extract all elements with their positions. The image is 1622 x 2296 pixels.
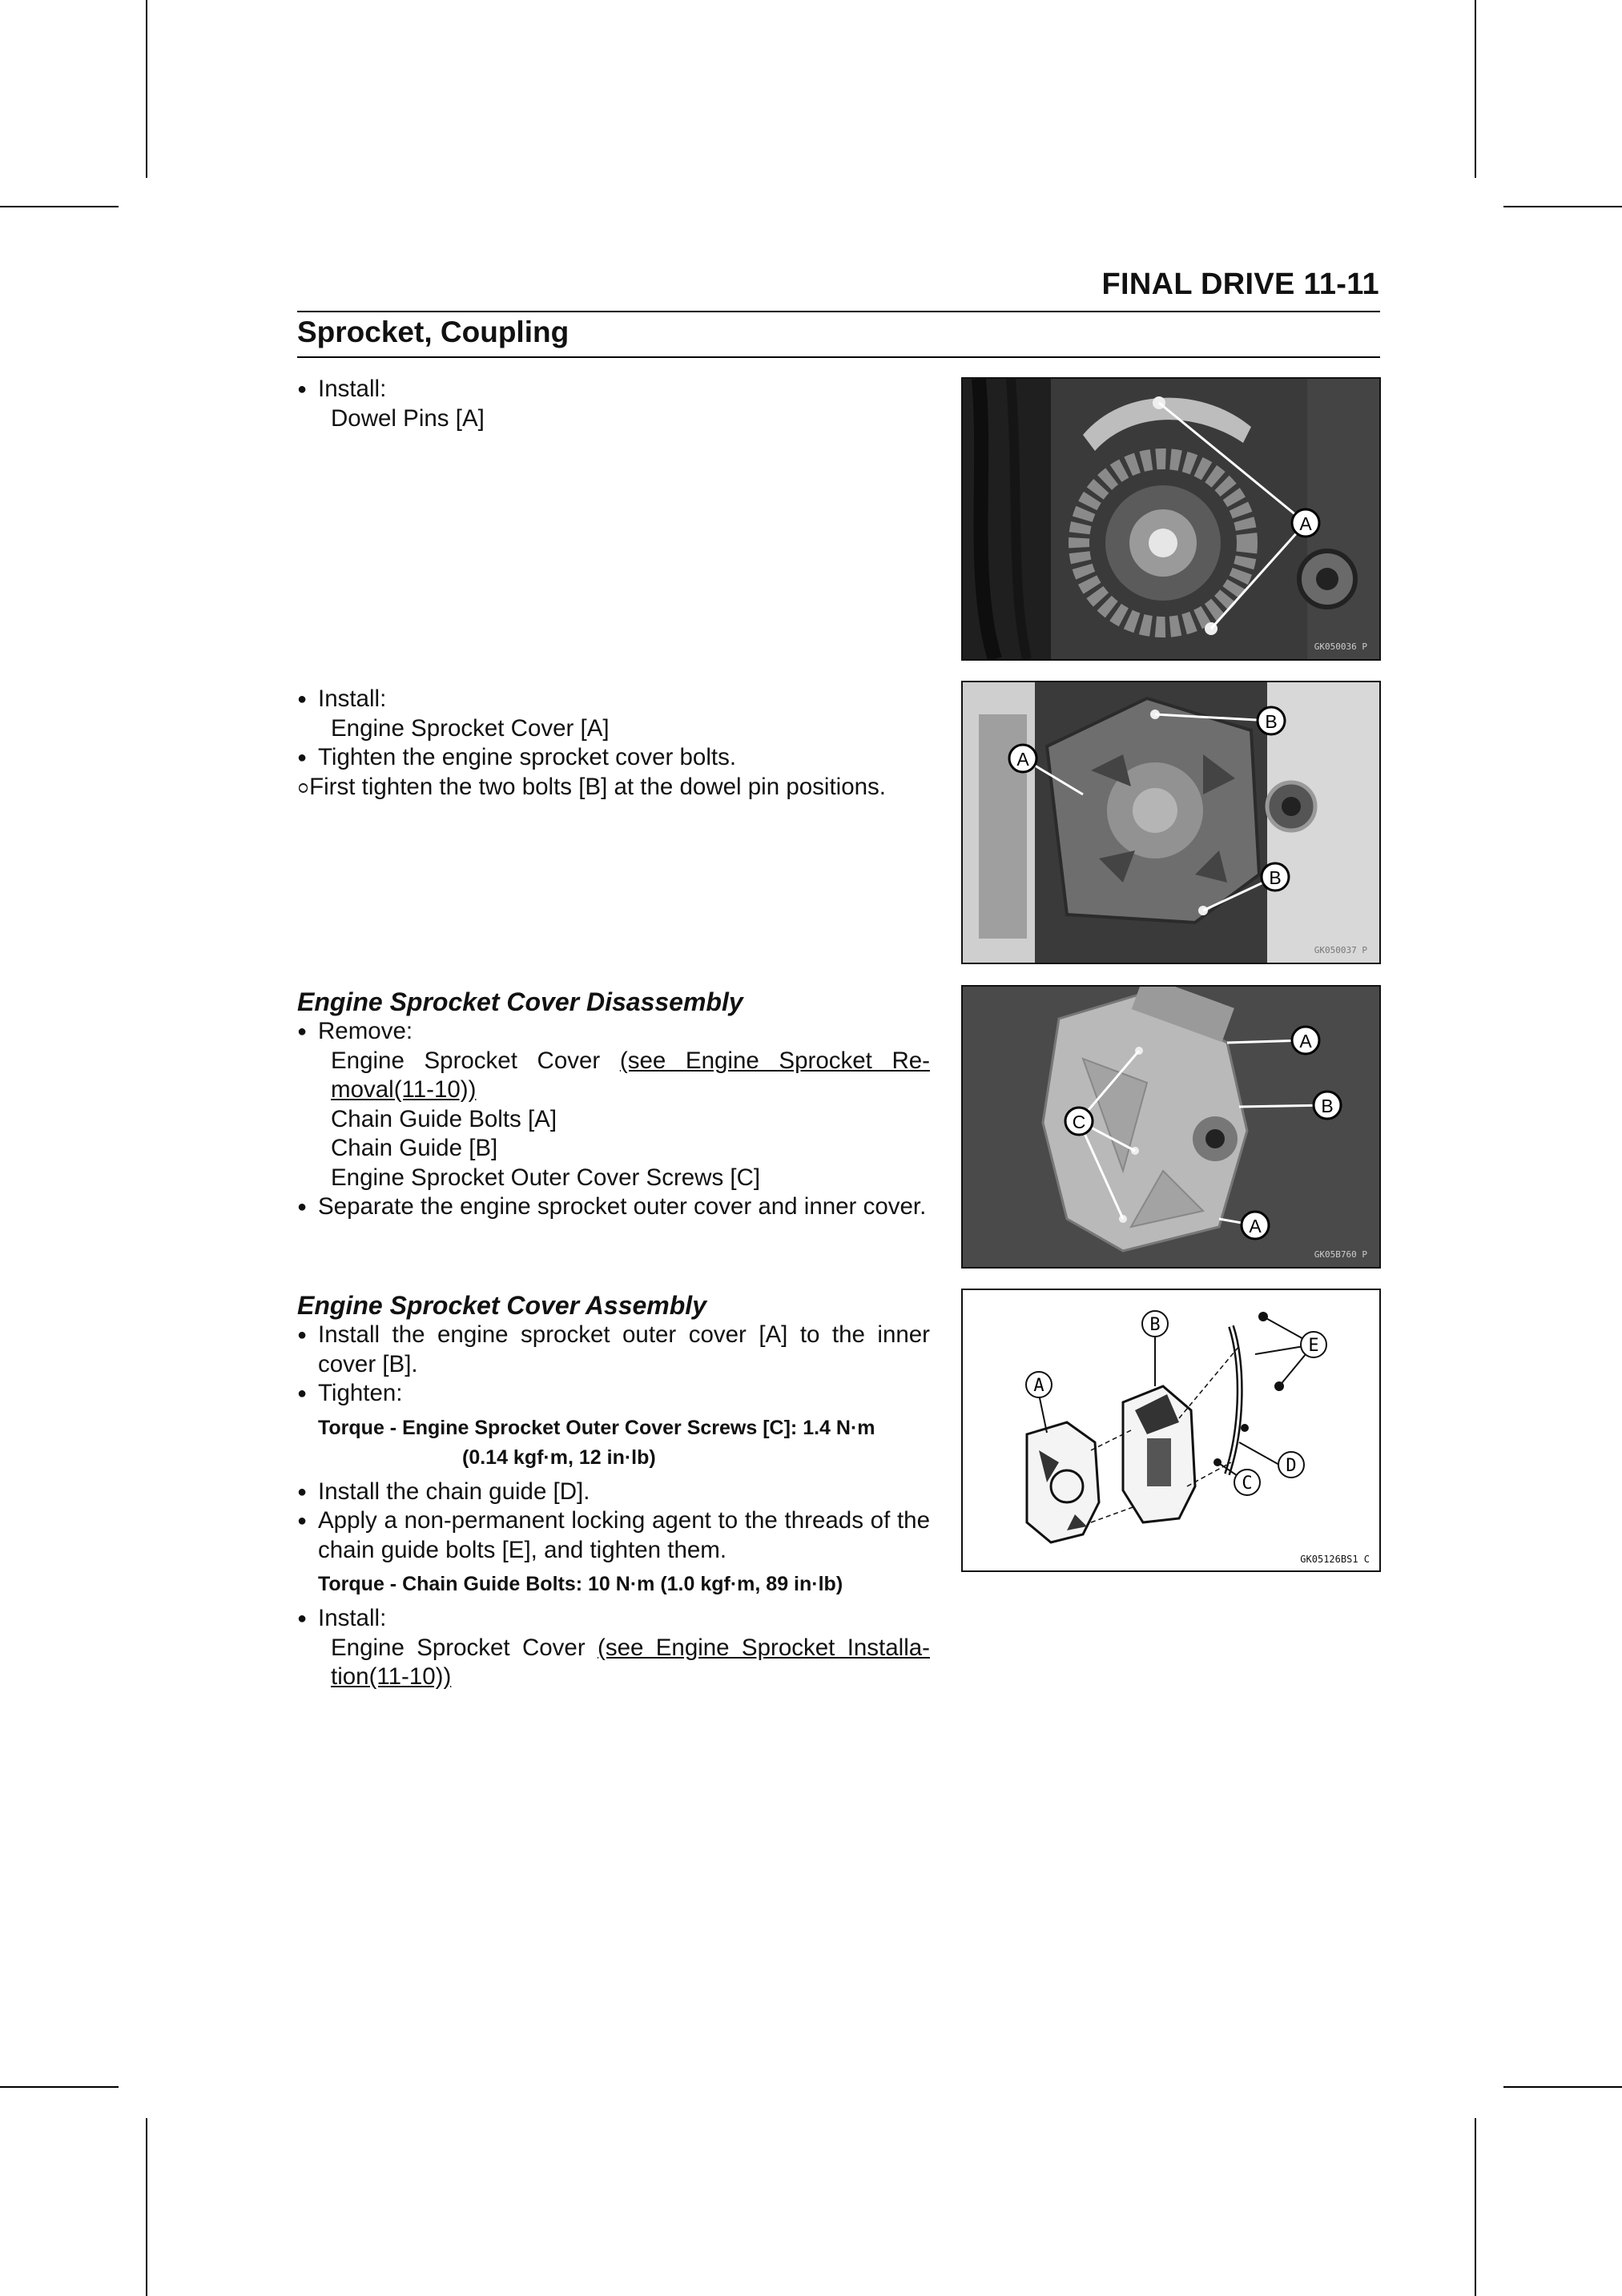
crop-mark <box>1475 0 1476 178</box>
bullet-item: ● Remove: <box>297 1017 930 1047</box>
item-text: Dowel Pins [A] <box>331 404 485 432</box>
item-text-part: Engine Sprocket Cover <box>331 1634 598 1661</box>
bullet-item: ● Apply a non-permanent locking agent to the threads of the chain guide bolts [E], and tighten them. <box>297 1506 930 1565</box>
item-text: Chain Guide Bolts [A] <box>331 1105 557 1132</box>
block-sprocket-cover-install <box>297 685 930 802</box>
item-text: Engine Sprocket Outer Cover Screws [C] <box>331 1164 761 1191</box>
callout-label: B <box>1269 867 1282 888</box>
callout-label: A <box>1249 1216 1262 1236</box>
block-assembly <box>297 1290 930 1692</box>
line-drawing <box>963 1290 1379 1570</box>
callout-label: A <box>1016 749 1029 770</box>
item-text: Chain Guide [B] <box>331 1135 498 1161</box>
crop-mark <box>0 2086 119 2088</box>
callout-label: B <box>1321 1096 1334 1116</box>
torque-spec: Torque - Chain Guide Bolts: 10 N·m (1.0 kgf·m, 89 in·lb) <box>318 1573 843 1595</box>
header-rule <box>297 311 1380 312</box>
callout-label: C <box>1072 1112 1086 1132</box>
torque-line: Torque - Engine Sprocket Outer Cover Screws [C]: 1.4 N·m <box>318 1416 875 1439</box>
item-text-part: Engine Sprocket Cover <box>331 1047 620 1074</box>
callout-label: A <box>1299 1031 1312 1051</box>
callout-label: B <box>1149 1315 1161 1335</box>
item-text <box>297 1634 930 1692</box>
sub-bullet-icon: ○ <box>297 776 310 799</box>
crop-mark <box>146 2118 147 2296</box>
crop-mark <box>0 206 119 207</box>
photo-dowel-pins <box>961 377 1381 661</box>
torque-line: (0.14 kgf·m, 12 in·lb) <box>462 1446 656 1469</box>
subsection-heading: Engine Sprocket Cover Assembly <box>297 1291 706 1320</box>
figure-code: GK05126BS1 C <box>1300 1554 1370 1565</box>
torque-spec <box>297 1413 930 1473</box>
item-text: Engine Sprocket Cover [A] <box>331 714 610 742</box>
sub-item <box>297 773 930 803</box>
bullet-item: ● Separate the engine sprocket outer cover and inner cover. <box>297 1192 930 1222</box>
figure-code: GK050036 P <box>1314 641 1367 652</box>
callout-label: A <box>1299 513 1312 534</box>
subsection-heading: Engine Sprocket Cover Disassembly <box>297 987 743 1016</box>
cross-reference-link[interactable]: (see Engine Sprocket Installa-tion(11-10)) <box>331 1634 930 1690</box>
cross-reference-link[interactable]: (see Engine Sprocket Re-moval(11-10)) <box>331 1047 930 1103</box>
photo-sprocket-cover <box>961 681 1381 964</box>
item-text <box>297 1047 930 1105</box>
bullet-item: ● Install: <box>297 375 930 404</box>
crop-mark <box>1475 2118 1476 2296</box>
crop-mark <box>1503 206 1622 207</box>
bullet-item: ● Install the engine sprocket outer cover [A] to the inner cover [B]. <box>297 1321 930 1379</box>
sub-item-text: First tighten the two bolts [B] at the dowel pin positions. <box>309 773 886 800</box>
bullet-item: ● Install: <box>297 1604 930 1634</box>
crop-mark <box>1503 2086 1622 2088</box>
crop-mark <box>146 0 147 178</box>
bullet-item: ● Tighten: <box>297 1379 930 1409</box>
photo-illustration <box>963 987 1379 1267</box>
bullet-item: ● Tighten the engine sprocket cover bolts. <box>297 743 930 773</box>
bullet-item: ● Install the chain guide [D]. <box>297 1478 930 1507</box>
figure-code: GK050037 P <box>1314 945 1367 955</box>
block-disassembly <box>297 987 930 1222</box>
running-head: FINAL DRIVE 11-11 <box>1101 267 1379 301</box>
callout-label: E <box>1308 1336 1319 1356</box>
photo-illustration <box>963 682 1379 963</box>
callout-label: B <box>1265 711 1278 732</box>
callout-label: D <box>1286 1456 1297 1476</box>
section-title: Sprocket, Coupling <box>297 316 570 348</box>
callout-label: C <box>1242 1474 1253 1494</box>
block-dowel-pins <box>297 375 930 433</box>
photo-cover-disassembly <box>961 985 1381 1269</box>
bullet-item: ● Install: <box>297 685 930 714</box>
photo-illustration <box>963 379 1379 659</box>
diagram-cover-assembly <box>961 1289 1381 1572</box>
section-rule <box>297 356 1380 358</box>
callout-label: A <box>1033 1376 1044 1396</box>
figure-code: GK05B760 P <box>1314 1249 1367 1260</box>
